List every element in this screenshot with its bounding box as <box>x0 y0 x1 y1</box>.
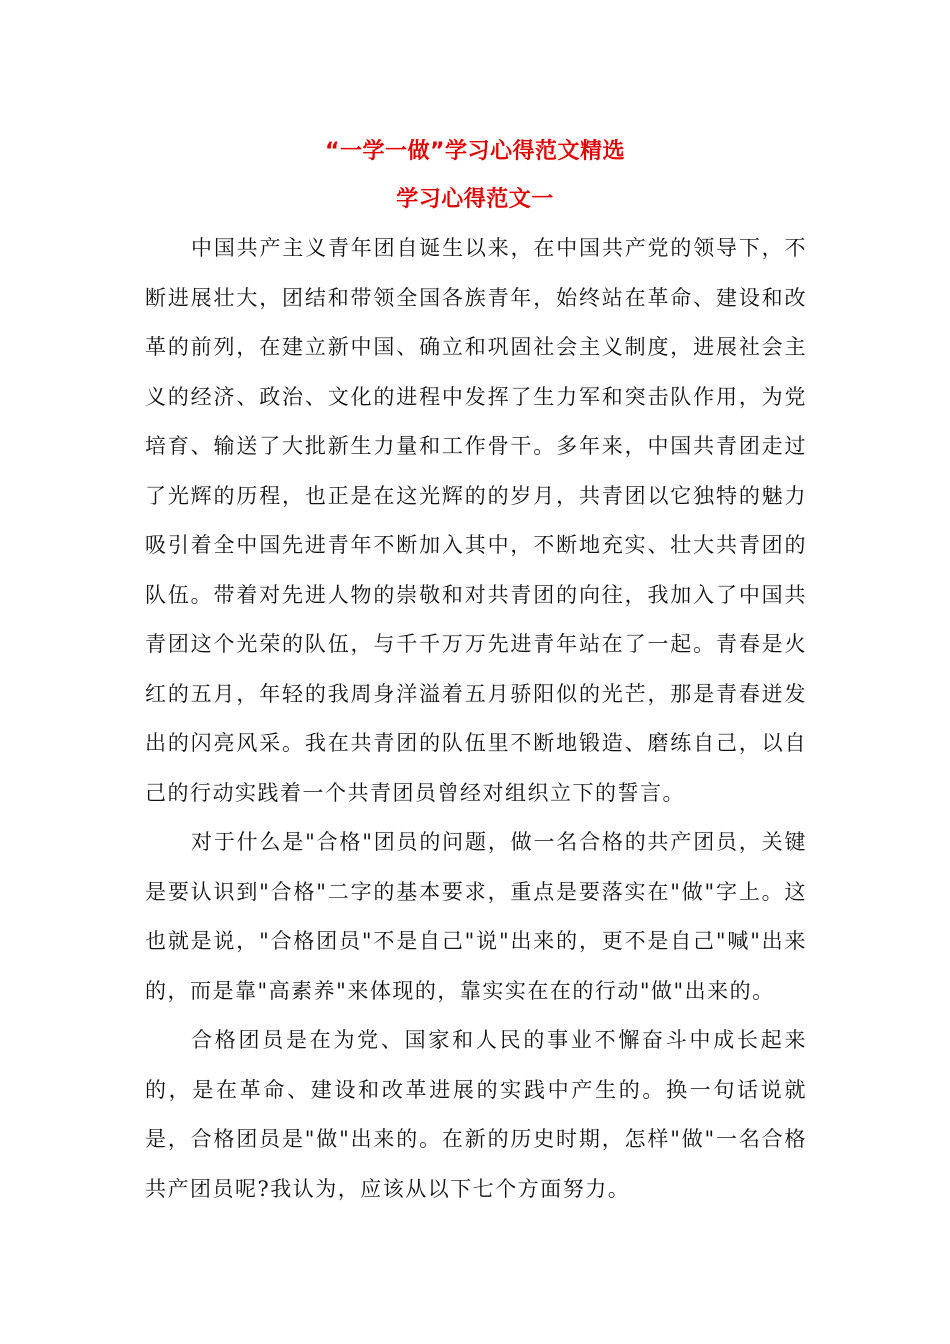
document-subtitle: 学习心得范文一 <box>396 187 554 212</box>
paragraph: 合格团员是在为党、国家和人民的事业不懈奋斗中成长起来的，是在革命、建设和改革进展的实践中产生的。换一句话说就是，合格团员是"做"出来的。在新的历史时期，怎样"做"一名合格共产团员呢?我认为，应该从以下七个方面努力。 <box>145 1028 807 1201</box>
paragraph: 对于什么是"合格"团员的问题，做一名合格的共产团员，关键是要认识到"合格"二字的基本要求，重点是要落实在"做"字上。这也就是说，"合格团员"不是自己"说"出来的，更不是自己"喊"出来的，而是靠"高素养"来体现的，靠实实在在的行动"做"出来的。 <box>145 830 807 1003</box>
document-body <box>145 224 807 1214</box>
document-title: “一学一做”学习心得范文精选 <box>325 139 625 164</box>
paragraph: 中国共产主义青年团自诞生以来，在中国共产党的领导下，不断进展壮大，团结和带领全国各族青年，始终站在革命、建设和改革的前列，在建立新中国、确立和巩固社会主义制度，进展社会主义的经济、政治、文化的进程中发挥了生力军和突击队作用，为党培育、输送了大批新生力量和工作骨干。多年来，中国共青团走过了光辉的历程，也正是在这光辉的的岁月，共青团以它独特的魅力吸引着全中国先进青年不断加入其中，不断地充实、壮大共青团的队伍。带着对先进人物的崇敬和对共青团的向往，我加入了中国共青团这个光荣的队伍，与千千万万先进青年站在了一起。青春是火红的五月，年轻的我周身洋溢着五月骄阳似的光芒，那是青春迸发出的闪亮风采。我在共青团的队伍里不断地锻造、磨练自己，以自己的行动实践着一个共青团员曾经对组织立下的誓言。 <box>145 236 807 805</box>
